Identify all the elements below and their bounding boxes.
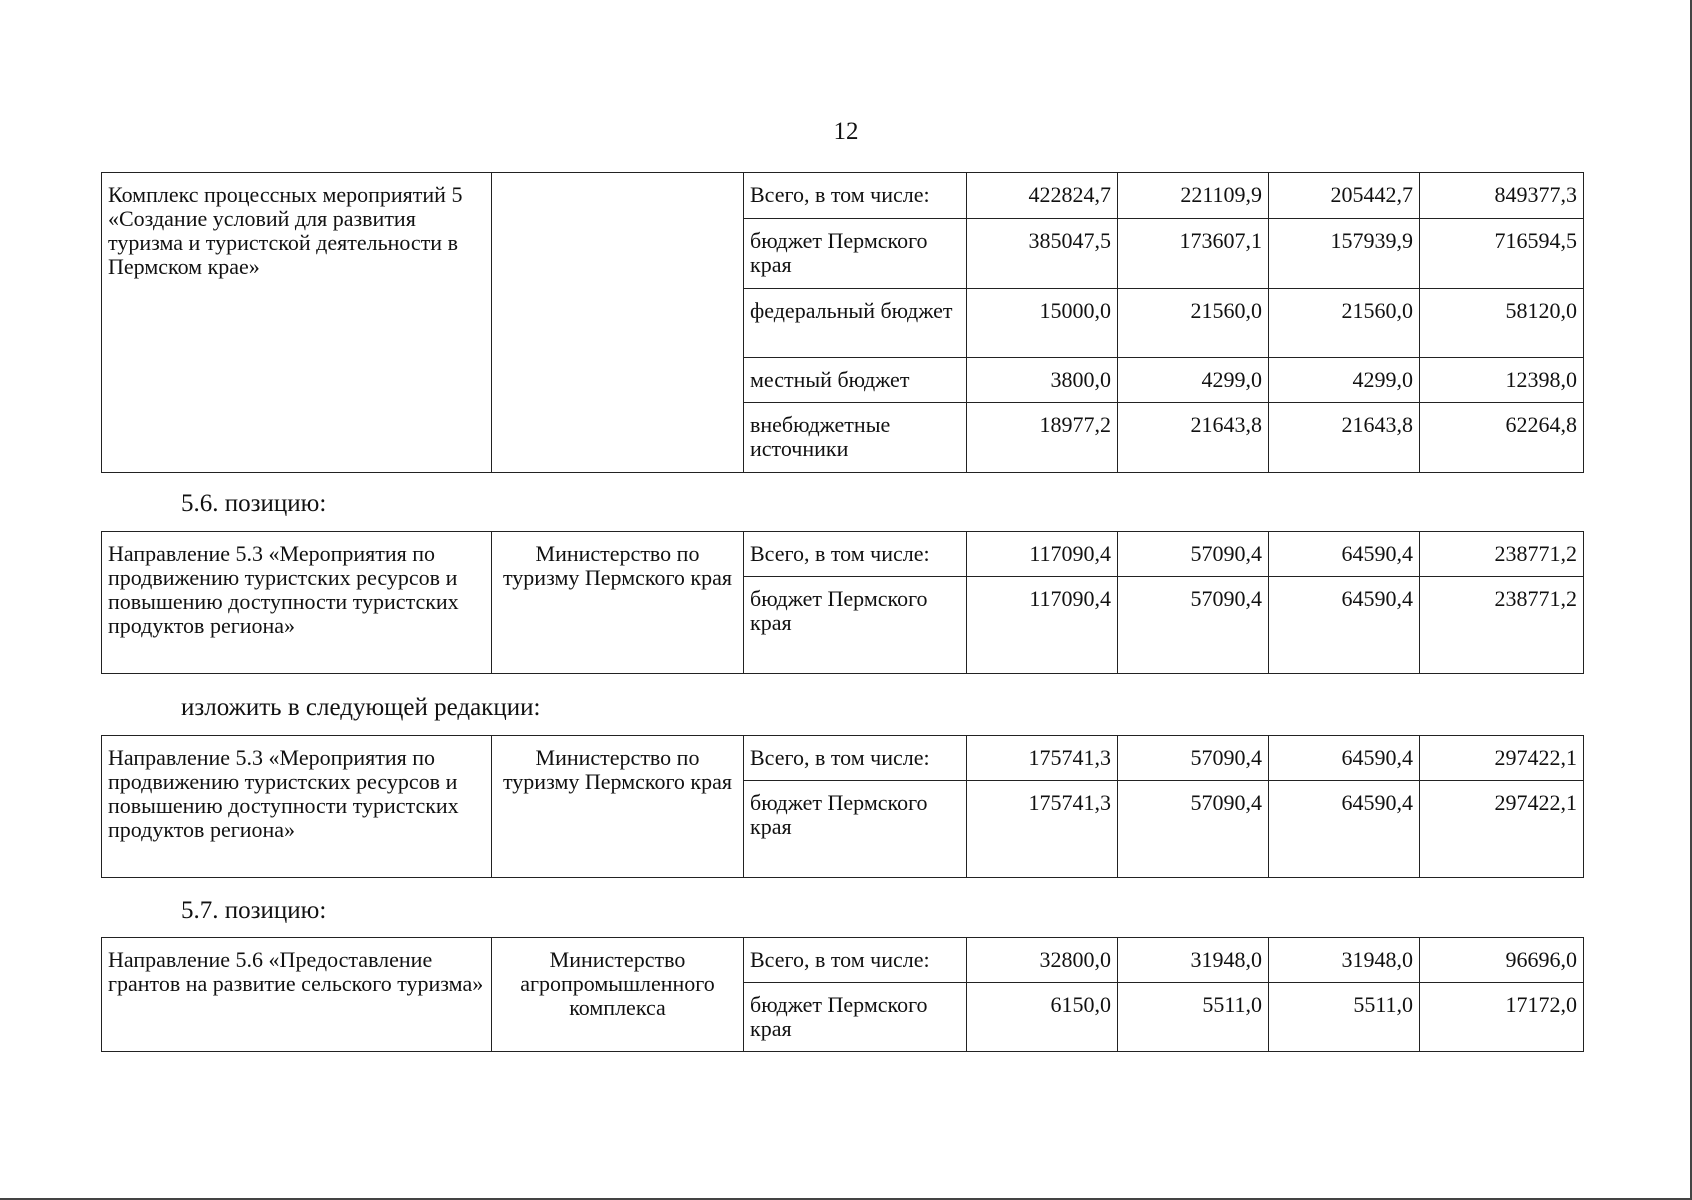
value-cell: 117090,4: [967, 577, 1118, 674]
value-cell: 205442,7: [1269, 173, 1420, 219]
funding-source-cell: Всего, в том числе:: [744, 173, 967, 219]
funding-source-cell: Всего, в том числе:: [744, 532, 967, 577]
value-cell: 4299,0: [1269, 358, 1420, 403]
value-cell: 5511,0: [1269, 983, 1420, 1052]
value-cell: 31948,0: [1118, 938, 1269, 983]
table-row: [102, 736, 1584, 781]
value-cell: 31948,0: [1269, 938, 1420, 983]
funding-source-cell: бюджет Пермского края: [744, 781, 967, 878]
total-cell: 238771,2: [1420, 532, 1584, 577]
program-name-cell: Направление 5.3 «Мероприятия по продвижению туристских ресурсов и повышению доступности туристских продуктов региона»: [102, 736, 492, 878]
value-cell: 175741,3: [967, 736, 1118, 781]
table-row: [102, 173, 1584, 219]
value-cell: 422824,7: [967, 173, 1118, 219]
value-cell: 221109,9: [1118, 173, 1269, 219]
section-heading-5-6: 5.6. позицию:: [181, 490, 327, 517]
responsible-cell: Министерство по туризму Пермского края: [492, 736, 744, 878]
funding-source-cell: федеральный бюджет: [744, 289, 967, 358]
value-cell: 157939,9: [1269, 219, 1420, 289]
value-cell: 32800,0: [967, 938, 1118, 983]
value-cell: 21643,8: [1269, 403, 1420, 473]
total-cell: 58120,0: [1420, 289, 1584, 358]
funding-source-cell: бюджет Пермского края: [744, 577, 967, 674]
funding-source-cell: бюджет Пермского края: [744, 219, 967, 289]
program-name-cell: Направление 5.3 «Мероприятия по продвижению туристских ресурсов и повышению доступности туристских продуктов региона»: [102, 532, 492, 674]
value-cell: 21643,8: [1118, 403, 1269, 473]
value-cell: 64590,4: [1269, 577, 1420, 674]
value-cell: 21560,0: [1118, 289, 1269, 358]
total-cell: 12398,0: [1420, 358, 1584, 403]
funding-source-cell: Всего, в том числе:: [744, 938, 967, 983]
value-cell: 3800,0: [967, 358, 1118, 403]
funding-table-direction-5-6: [101, 937, 1584, 1052]
value-cell: 6150,0: [967, 983, 1118, 1052]
value-cell: 57090,4: [1118, 781, 1269, 878]
total-cell: 17172,0: [1420, 983, 1584, 1052]
value-cell: 18977,2: [967, 403, 1118, 473]
value-cell: 57090,4: [1118, 736, 1269, 781]
funding-source-cell: Всего, в том числе:: [744, 736, 967, 781]
value-cell: 117090,4: [967, 532, 1118, 577]
total-cell: 62264,8: [1420, 403, 1584, 473]
funding-table-direction-5-3-old: [101, 531, 1584, 674]
value-cell: 57090,4: [1118, 577, 1269, 674]
value-cell: 385047,5: [967, 219, 1118, 289]
program-name-cell: Комплекс процессных мероприятий 5 «Создание условий для развития туризма и туристской деятельности в Пермском крае»: [102, 173, 492, 473]
total-cell: 716594,5: [1420, 219, 1584, 289]
value-cell: 173607,1: [1118, 219, 1269, 289]
responsible-cell: Министерство по туризму Пермского края: [492, 532, 744, 674]
value-cell: 4299,0: [1118, 358, 1269, 403]
table-row: [102, 532, 1584, 577]
replace-instruction: изложить в следующей редакции:: [181, 694, 541, 721]
funding-source-cell: бюджет Пермского края: [744, 983, 967, 1052]
funding-table-direction-5-3-new: [101, 735, 1584, 878]
responsible-cell: Министерство агропромышленного комплекса: [492, 938, 744, 1052]
total-cell: 297422,1: [1420, 781, 1584, 878]
value-cell: 57090,4: [1118, 532, 1269, 577]
value-cell: 64590,4: [1269, 532, 1420, 577]
responsible-cell: [492, 173, 744, 473]
total-cell: 849377,3: [1420, 173, 1584, 219]
funding-table-complex-5: [101, 172, 1584, 473]
total-cell: 96696,0: [1420, 938, 1584, 983]
value-cell: 5511,0: [1118, 983, 1269, 1052]
page-number: 12: [833, 118, 859, 145]
section-heading-5-7: 5.7. позицию:: [181, 897, 327, 924]
value-cell: 15000,0: [967, 289, 1118, 358]
table-row: [102, 938, 1584, 983]
funding-source-cell: местный бюджет: [744, 358, 967, 403]
funding-source-cell: внебюджетные источники: [744, 403, 967, 473]
total-cell: 238771,2: [1420, 577, 1584, 674]
value-cell: 175741,3: [967, 781, 1118, 878]
value-cell: 21560,0: [1269, 289, 1420, 358]
value-cell: 64590,4: [1269, 781, 1420, 878]
value-cell: 64590,4: [1269, 736, 1420, 781]
total-cell: 297422,1: [1420, 736, 1584, 781]
program-name-cell: Направление 5.6 «Предоставление грантов на развитие сельского туризма»: [102, 938, 492, 1052]
